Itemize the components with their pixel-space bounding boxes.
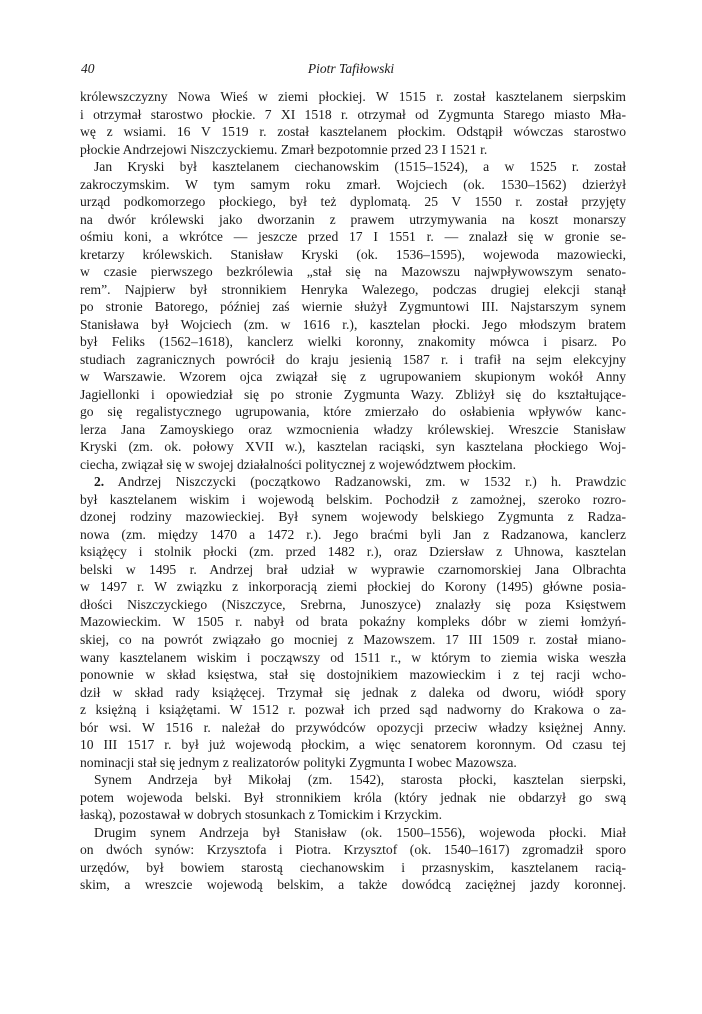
- line-text: potem wojewoda belski. Był stronnikiem króla (który jednak nie obdarzył go swą: [80, 789, 626, 805]
- line-text: urzędów, był bowiem starostą ciechanowskim i przasnyskim, kasztelanem racią-: [80, 859, 626, 875]
- line-text: w Warszawie. Wzorem ojca związał się z ugrupowaniem skupionym wokół Anny: [80, 369, 626, 385]
- line-text: w 1497 r. W związku z inkorporacją ziemi płockiej do Korony (1495) główne posia-: [80, 579, 626, 595]
- text-line: [80, 473, 626, 491]
- line-text: dził w skład rady książęcej. Trzymał się jednak z daleka od dworu, wiódł spory: [80, 684, 626, 700]
- text-line: [80, 736, 626, 754]
- line-text: go się regalistycznego ugrupowania, które zmierzało do osłabienia wpływów kanc-: [80, 404, 626, 420]
- text-line: [80, 578, 626, 596]
- text-line: [80, 771, 626, 789]
- text-line: [80, 368, 626, 386]
- line-text: po stronie Batorego, później zaś wiernie służył Zygmuntowi III. Najstarszym synem: [80, 299, 626, 315]
- line-text: dzonej rodziny mazowieckiej. Był synem wojewody belskiego Zygmunta z Radza-: [80, 509, 626, 525]
- text-line: [80, 561, 626, 579]
- text-line: [80, 141, 626, 159]
- text-line: [80, 333, 626, 351]
- line-text: wany kasztelanem wiskim i począwszy od 1511 r., w którym to ziemia wiska weszła: [80, 649, 626, 665]
- line-text: Jan Kryski był kasztelanem ciechanowskim (1515–1524), a w 1525 r. został: [94, 159, 626, 175]
- line-text: i otrzymał starostwo płockie. 7 XI 1518 r. otrzymał od Zygmunta Starego miasto Mła-: [80, 106, 626, 122]
- line-text: królewszczyzny Nowa Wieś w ziemi płockiej. W 1515 r. został kasztelanem sierpskim: [80, 89, 626, 104]
- line-text: lerza Jana Zamoyskiego oraz wzmocnienia władzy królewskiej. Wreszcie Stanisław: [80, 421, 626, 437]
- text-line: [80, 351, 626, 369]
- line-text: skim, a wreszcie wojewodą belskim, a także dowódcą zaciężnej jazdy koronnej.: [80, 877, 626, 893]
- text-line: [80, 526, 626, 544]
- line-text: zakroczymskim. W tym samym roku zmarł. Wojciech (ok. 1530–1562) dzierżył: [80, 176, 626, 192]
- line-text: książęcy i stolnik płocki (zm. przed 1482 r.), oraz Dziersław z Uhnowa, kasztelan: [80, 544, 626, 560]
- line-text: Kryski (zm. ok. połowy XVII w.), kasztelan raciąski, syn kasztelana płockiego Woj-: [80, 439, 626, 455]
- line-text: on dwóch synów: Krzysztofa i Piotra. Krzysztof (ok. 1540–1617) zgromadził sporo: [80, 842, 626, 858]
- line-text: 10 III 1517 r. był już wojewodą płockim, a więc senatorem koronnym. Od czasu tej: [80, 737, 626, 753]
- line-text: Mazowieckim. W 1505 r. nabył od brata pokaźny kompleks dóbr w ziemi łomżyń-: [80, 614, 626, 630]
- line-text: płockie Andrzejowi Niszczyckiemu. Zmarł bezpotomnie przed 23 I 1521 r.: [80, 141, 488, 157]
- text-line: [80, 631, 626, 649]
- line-text: skiej, co na powrót związało go mocniej z Mazowszem. 17 III 1509 r. został miano-: [80, 631, 626, 647]
- line-text: dłości Niszczyckiego (Niszczyce, Srebrna, Junoszyce) znalazły się poza Księstwem: [80, 596, 626, 612]
- line-text: urząd podkomorzego płockiego, był też dyplomatą. 25 V 1550 r. został przyjęty: [80, 194, 626, 210]
- text-line: [80, 158, 626, 176]
- text-line: [80, 316, 626, 334]
- line-text: nominacji stał się jednym z realizatorów polityki Zygmunta I wobec Mazowsza.: [80, 754, 517, 770]
- line-text: wę z wsiami. 16 V 1519 r. został kasztelanem płockim. Odstąpił wówczas starostwo: [80, 124, 626, 140]
- line-text: ciecha, związał się w swojej działalności politycznej z województwem płockim.: [80, 456, 516, 472]
- text-line: [80, 211, 626, 229]
- line-text: Andrzej Niszczycki (początkowo Radzanowski, zm. w 1532 r.) h. Prawdzic: [104, 474, 626, 490]
- line-text: ośmiu koni, a wkrótce — jeszcze przed 17 I 1551 r. — znalazł się w gronie se-: [80, 229, 626, 245]
- line-text: rem”. Najpierw był stronnikiem Henryka Walezego, podczas drugiej elekcji stanął: [80, 281, 626, 297]
- text-line: [80, 859, 626, 877]
- text-line: [80, 754, 626, 772]
- line-text: kretarzy królewskich. Stanisław Kryski (ok. 1536–1595), wojewoda mazowiecki,: [80, 246, 626, 262]
- text-line: [80, 228, 626, 246]
- text-line: [80, 298, 626, 316]
- line-text: Jagiellonki i opowiedział się po stronie Zygmunta Wazy. Zbliżył się do kształtujące-: [80, 386, 626, 402]
- line-text: Stanisława był Wojciech (zm. w 1616 r.), kasztelan płocki. Jego młodszym bratem: [80, 316, 626, 332]
- text-line: [80, 491, 626, 509]
- text-line: [80, 613, 626, 631]
- text-line: [80, 438, 626, 456]
- section-number: 2.: [94, 474, 105, 490]
- text-line: [80, 386, 626, 404]
- line-text: był kasztelanem wiskim i wojewodą belskim. Pochodził z zamożnej, szeroko rozro-: [80, 491, 626, 507]
- text-line: [80, 701, 626, 719]
- text-line: [80, 876, 626, 894]
- text-line: [80, 123, 626, 141]
- text-line: [80, 281, 626, 299]
- text-line: [80, 666, 626, 684]
- line-text: nowa (zm. między 1470 a 1472 r.). Jego braćmi byli Jan z Radzanowa, kanclerz: [80, 526, 626, 542]
- text-line: [80, 508, 626, 526]
- line-text: łaską), pozostawał w dobrych stosunkach z Tomickim i Krzyckim.: [80, 807, 442, 823]
- line-text: z księżną i książętami. W 1512 r. pozwał ich przed sąd nadworny do Krakowa o za-: [80, 702, 626, 718]
- text-line: [80, 789, 626, 807]
- text-line: [80, 193, 626, 211]
- text-line: [80, 649, 626, 667]
- text-line: [80, 684, 626, 702]
- line-text: ponownie w skład księstwa, stał się dostojnikiem mazowieckim i z tej racji wcho-: [80, 667, 626, 683]
- line-text: w czasie pierwszego bezkrólewia „stał się na Mazowszu najwpływowszym senato-: [80, 264, 626, 280]
- line-text: był Feliks (1562–1618), kanclerz wielki koronny, znakomity mówca i pisarz. Po: [80, 334, 626, 350]
- line-text: bór wsi. W 1516 r. należał do przywódców opozycji przeciw władzy księżnej Anny.: [80, 719, 626, 735]
- page-number: 40: [81, 61, 95, 76]
- text-line: [80, 176, 626, 194]
- text-line: [80, 719, 626, 737]
- body-text: [80, 88, 626, 894]
- text-line: [80, 806, 626, 824]
- text-line: [80, 456, 626, 474]
- text-line: [80, 263, 626, 281]
- text-line: [80, 246, 626, 264]
- text-line: [80, 824, 626, 842]
- line-text: Synem Andrzeja był Mikołaj (zm. 1542), starosta płocki, kasztelan sierpski,: [94, 772, 626, 788]
- text-line: [80, 596, 626, 614]
- text-line: [80, 403, 626, 421]
- line-text: belski w 1495 r. Andrzej brał udział w wyprawie czarnomorskiej Jana Olbrachta: [80, 561, 626, 577]
- text-line: [80, 421, 626, 439]
- line-text: na dwór królewski jako dworzanin z prawem utrzymywania na koszt monarszy: [80, 211, 626, 227]
- text-line: [80, 88, 626, 106]
- running-head-author: Piotr Tafiłowski: [307, 61, 395, 76]
- text-line: [80, 543, 626, 561]
- line-text: studiach zagranicznych powrócił do kraju jesienią 1587 r. i trafił na sejm elekcyjny: [80, 351, 626, 367]
- text-line: [80, 841, 626, 859]
- line-text: Drugim synem Andrzeja był Stanisław (ok. 1500–1556), wojewoda płocki. Miał: [94, 824, 626, 840]
- text-line: [80, 106, 626, 124]
